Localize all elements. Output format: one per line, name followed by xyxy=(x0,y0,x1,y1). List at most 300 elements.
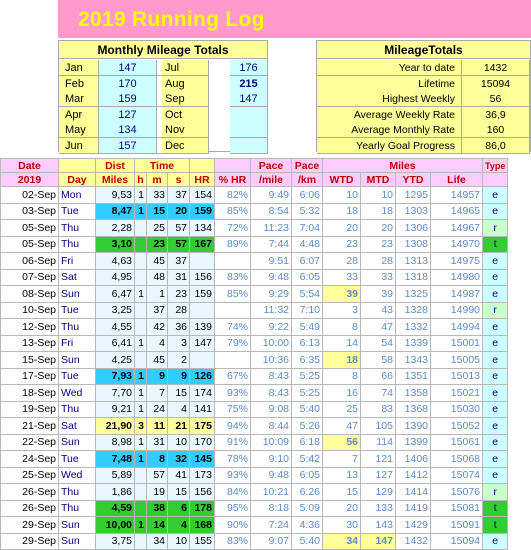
cell-pace-mile[interactable]: 8:54 xyxy=(251,203,292,220)
cell-hours[interactable] xyxy=(135,319,147,336)
header-type[interactable]: Type xyxy=(483,159,508,173)
cell-seconds[interactable]: 23 xyxy=(168,286,190,303)
cell-hours[interactable] xyxy=(135,253,147,270)
month-miles[interactable]: 159 xyxy=(99,91,157,107)
cell-pace-km[interactable]: 5:32 xyxy=(292,203,323,220)
cell-hr[interactable]: 174 xyxy=(190,385,215,402)
cell-pace-mile[interactable]: 9:48 xyxy=(251,269,292,286)
cell-minutes[interactable]: 25 xyxy=(147,220,168,237)
cell-date[interactable]: 29-Sep xyxy=(1,533,59,550)
cell-hr[interactable]: 173 xyxy=(190,467,215,484)
cell-pct-hr[interactable] xyxy=(215,253,251,270)
header-m[interactable]: m xyxy=(147,173,168,187)
cell-pace-km[interactable]: 5:25 xyxy=(292,385,323,402)
cell-date[interactable]: 29-Sep xyxy=(1,517,59,534)
cell-seconds[interactable]: 57 xyxy=(168,220,190,237)
cell-type[interactable]: e xyxy=(483,401,508,418)
cell-day[interactable]: Thu xyxy=(59,484,96,501)
cell-mtd[interactable]: 39 xyxy=(361,286,396,303)
month-name[interactable]: Apr xyxy=(59,107,99,123)
cell-date[interactable]: 12-Sep xyxy=(1,319,59,336)
cell-seconds[interactable]: 6 xyxy=(168,500,190,517)
cell-hours[interactable]: 1 xyxy=(135,401,147,418)
cell-pct-hr[interactable]: 91% xyxy=(215,434,251,451)
cell-type[interactable]: e xyxy=(483,434,508,451)
header-pace-mile[interactable]: Pace xyxy=(251,159,292,173)
cell-minutes[interactable]: 34 xyxy=(147,533,168,550)
header-permile[interactable]: /mile xyxy=(251,173,292,187)
cell-seconds[interactable]: 28 xyxy=(168,302,190,319)
cell-pace-mile[interactable]: 9:51 xyxy=(251,253,292,270)
cell-mtd[interactable]: 23 xyxy=(361,236,396,253)
cell-day[interactable]: Sun xyxy=(59,434,96,451)
cell-minutes[interactable]: 42 xyxy=(147,319,168,336)
cell-dist[interactable]: 7,70 xyxy=(96,385,135,402)
cell-minutes[interactable]: 37 xyxy=(147,302,168,319)
cell-life[interactable]: 14965 xyxy=(431,203,483,220)
cell-life[interactable]: 15001 xyxy=(431,335,483,352)
cell-hours[interactable] xyxy=(135,269,147,286)
cell-date[interactable]: 13-Sep xyxy=(1,335,59,352)
cell-pace-mile[interactable]: 9:08 xyxy=(251,401,292,418)
cell-minutes[interactable]: 23 xyxy=(147,236,168,253)
cell-minutes[interactable]: 38 xyxy=(147,500,168,517)
month-name[interactable]: Jul xyxy=(162,60,209,76)
cell-date[interactable]: 02-Sep xyxy=(1,187,59,204)
cell-life[interactable]: 15052 xyxy=(431,418,483,435)
cell-type[interactable]: e xyxy=(483,269,508,286)
cell-pace-km[interactable]: 6:07 xyxy=(292,253,323,270)
cell-hr[interactable]: 159 xyxy=(190,286,215,303)
cell-dist[interactable]: 3,10 xyxy=(96,236,135,253)
cell-date[interactable]: 19-Sep xyxy=(1,401,59,418)
cell-date[interactable]: 22-Sep xyxy=(1,434,59,451)
cell-life[interactable]: 15094 xyxy=(431,533,483,550)
cell-mtd[interactable]: 114 xyxy=(361,434,396,451)
cell-hours[interactable]: 1 xyxy=(135,368,147,385)
cell-life[interactable]: 14975 xyxy=(431,253,483,270)
cell-seconds[interactable]: 10 xyxy=(168,533,190,550)
cell-hr[interactable]: 134 xyxy=(190,220,215,237)
cell-minutes[interactable]: 14 xyxy=(147,517,168,534)
cell-day[interactable]: Wed xyxy=(59,467,96,484)
cell-type[interactable]: t xyxy=(483,500,508,517)
cell-minutes[interactable]: 45 xyxy=(147,352,168,369)
cell-seconds[interactable]: 36 xyxy=(168,319,190,336)
cell-seconds[interactable]: 4 xyxy=(168,517,190,534)
month-miles[interactable]: 134 xyxy=(99,122,157,138)
cell-minutes[interactable]: 48 xyxy=(147,269,168,286)
cell-pace-mile[interactable]: 11:23 xyxy=(251,220,292,237)
cell-pct-hr[interactable]: 93% xyxy=(215,385,251,402)
cell-wtd[interactable]: 34 xyxy=(323,533,361,550)
header-s[interactable]: s xyxy=(168,173,190,187)
cell-dist[interactable]: 10,00 xyxy=(96,517,135,534)
cell-hr[interactable]: 154 xyxy=(190,187,215,204)
cell-dist[interactable]: 6,41 xyxy=(96,335,135,352)
cell-ytd[interactable]: 1432 xyxy=(396,533,431,550)
cell-pct-hr[interactable]: 95% xyxy=(215,500,251,517)
cell-pace-km[interactable]: 5:54 xyxy=(292,286,323,303)
cell-pct-hr[interactable]: 67% xyxy=(215,368,251,385)
total-value[interactable]: 1432 xyxy=(462,60,530,76)
cell-hours[interactable]: 1 xyxy=(135,335,147,352)
cell-type[interactable]: e xyxy=(483,286,508,303)
cell-day[interactable]: Wed xyxy=(59,385,96,402)
cell-day[interactable]: Sun xyxy=(59,533,96,550)
cell-mtd[interactable]: 143 xyxy=(361,517,396,534)
cell-date[interactable]: 05-Sep xyxy=(1,236,59,253)
cell-pace-mile[interactable]: 7:44 xyxy=(251,236,292,253)
cell-life[interactable]: 14987 xyxy=(431,286,483,303)
cell-pace-km[interactable]: 6:35 xyxy=(292,352,323,369)
header-date[interactable]: Date xyxy=(1,159,59,173)
cell-pct-hr[interactable]: 78% xyxy=(215,451,251,468)
cell-mtd[interactable]: 105 xyxy=(361,418,396,435)
cell-pct-hr[interactable]: 90% xyxy=(215,517,251,534)
cell-wtd[interactable]: 23 xyxy=(323,236,361,253)
cell-ytd[interactable]: 1429 xyxy=(396,517,431,534)
cell-wtd[interactable]: 25 xyxy=(323,401,361,418)
cell-hours[interactable] xyxy=(135,302,147,319)
month-name[interactable]: Feb xyxy=(59,76,99,92)
cell-dist[interactable]: 2,28 xyxy=(96,220,135,237)
cell-pct-hr[interactable] xyxy=(215,352,251,369)
cell-mtd[interactable]: 74 xyxy=(361,385,396,402)
cell-mtd[interactable]: 121 xyxy=(361,451,396,468)
cell-pct-hr[interactable]: 84% xyxy=(215,484,251,501)
cell-seconds[interactable]: 31 xyxy=(168,269,190,286)
cell-pace-mile[interactable]: 11:32 xyxy=(251,302,292,319)
cell-pace-km[interactable]: 5:26 xyxy=(292,418,323,435)
cell-type[interactable]: e xyxy=(483,467,508,484)
cell-hr[interactable] xyxy=(190,302,215,319)
cell-ytd[interactable]: 1308 xyxy=(396,236,431,253)
cell-wtd[interactable]: 20 xyxy=(323,220,361,237)
month-miles[interactable]: 176 xyxy=(230,60,268,76)
cell-ytd[interactable]: 1306 xyxy=(396,220,431,237)
header-day[interactable]: Day xyxy=(59,173,96,187)
cell-dist[interactable]: 9,21 xyxy=(96,401,135,418)
cell-type[interactable]: r xyxy=(483,220,508,237)
cell-hr[interactable]: 178 xyxy=(190,500,215,517)
month-miles[interactable] xyxy=(230,122,268,138)
cell-minutes[interactable]: 1 xyxy=(147,286,168,303)
cell-type[interactable]: e xyxy=(483,319,508,336)
cell-life[interactable]: 15074 xyxy=(431,467,483,484)
cell-ytd[interactable]: 1368 xyxy=(396,401,431,418)
cell-date[interactable]: 26-Sep xyxy=(1,500,59,517)
cell-seconds[interactable]: 15 xyxy=(168,484,190,501)
month-miles[interactable]: 127 xyxy=(99,107,157,123)
cell-pct-hr[interactable]: 85% xyxy=(215,286,251,303)
cell-date[interactable]: 05-Sep xyxy=(1,220,59,237)
cell-date[interactable]: 10-Sep xyxy=(1,302,59,319)
cell-seconds[interactable]: 57 xyxy=(168,236,190,253)
month-name[interactable]: Sep xyxy=(162,91,209,107)
cell-ytd[interactable]: 1325 xyxy=(396,286,431,303)
cell-mtd[interactable]: 147 xyxy=(361,533,396,550)
cell-pace-mile[interactable]: 9:48 xyxy=(251,467,292,484)
cell-hr[interactable] xyxy=(190,253,215,270)
cell-life[interactable]: 15068 xyxy=(431,451,483,468)
cell-hours[interactable]: 1 xyxy=(135,517,147,534)
month-name[interactable]: Mar xyxy=(59,91,99,107)
cell-day[interactable]: Tue xyxy=(59,302,96,319)
cell-minutes[interactable]: 15 xyxy=(147,203,168,220)
cell-type[interactable]: r xyxy=(483,302,508,319)
cell-life[interactable]: 14967 xyxy=(431,220,483,237)
cell-life[interactable]: 15076 xyxy=(431,484,483,501)
cell-dist[interactable]: 9,53 xyxy=(96,187,135,204)
cell-date[interactable]: 26-Sep xyxy=(1,484,59,501)
cell-day[interactable]: Thu xyxy=(59,500,96,517)
cell-pace-km[interactable]: 5:09 xyxy=(292,500,323,517)
month-miles[interactable] xyxy=(230,107,268,123)
cell-pace-km[interactable]: 7:04 xyxy=(292,220,323,237)
cell-pace-mile[interactable]: 10:09 xyxy=(251,434,292,451)
header-hr-blank[interactable] xyxy=(190,159,215,173)
cell-date[interactable]: 18-Sep xyxy=(1,385,59,402)
cell-hr[interactable]: 175 xyxy=(190,418,215,435)
total-value[interactable]: 15094 xyxy=(462,76,530,92)
cell-hr[interactable]: 156 xyxy=(190,269,215,286)
cell-mtd[interactable]: 47 xyxy=(361,319,396,336)
cell-minutes[interactable]: 57 xyxy=(147,467,168,484)
header-h[interactable]: h xyxy=(135,173,147,187)
cell-hours[interactable] xyxy=(135,220,147,237)
cell-pace-km[interactable]: 6:05 xyxy=(292,467,323,484)
cell-type[interactable]: e xyxy=(483,253,508,270)
cell-mtd[interactable]: 129 xyxy=(361,484,396,501)
total-value[interactable]: 160 xyxy=(462,122,530,138)
cell-mtd[interactable]: 18 xyxy=(361,203,396,220)
cell-day[interactable]: Sun xyxy=(59,517,96,534)
cell-mtd[interactable]: 58 xyxy=(361,352,396,369)
header-miles[interactable]: Miles xyxy=(96,173,135,187)
cell-pace-km[interactable]: 7:10 xyxy=(292,302,323,319)
cell-hours[interactable]: 1 xyxy=(135,434,147,451)
cell-date[interactable]: 15-Sep xyxy=(1,352,59,369)
header-dist[interactable]: Dist xyxy=(96,159,135,173)
cell-mtd[interactable]: 43 xyxy=(361,302,396,319)
cell-pace-mile[interactable]: 7:24 xyxy=(251,517,292,534)
cell-minutes[interactable]: 45 xyxy=(147,253,168,270)
header-perkm[interactable]: /km xyxy=(292,173,323,187)
cell-pace-km[interactable]: 5:49 xyxy=(292,319,323,336)
cell-pace-mile[interactable]: 8:44 xyxy=(251,418,292,435)
cell-life[interactable]: 15081 xyxy=(431,500,483,517)
header-pace-km[interactable]: Pace xyxy=(292,159,323,173)
header-miles-group[interactable]: Miles xyxy=(323,159,483,173)
header-ytd[interactable]: YTD xyxy=(396,173,431,187)
cell-type[interactable]: e xyxy=(483,335,508,352)
cell-seconds[interactable]: 4 xyxy=(168,401,190,418)
cell-type[interactable]: r xyxy=(483,484,508,501)
cell-dist[interactable]: 4,59 xyxy=(96,500,135,517)
cell-ytd[interactable]: 1328 xyxy=(396,302,431,319)
cell-pace-km[interactable]: 6:26 xyxy=(292,484,323,501)
cell-pct-hr[interactable]: 89% xyxy=(215,236,251,253)
cell-seconds[interactable]: 10 xyxy=(168,434,190,451)
cell-pct-hr[interactable]: 83% xyxy=(215,533,251,550)
cell-mtd[interactable]: 54 xyxy=(361,335,396,352)
cell-day[interactable]: Thu xyxy=(59,401,96,418)
month-name[interactable]: Jun xyxy=(59,138,99,154)
cell-hr[interactable]: 156 xyxy=(190,484,215,501)
cell-seconds[interactable]: 32 xyxy=(168,451,190,468)
cell-pct-hr[interactable]: 94% xyxy=(215,418,251,435)
cell-mtd[interactable]: 133 xyxy=(361,500,396,517)
cell-pace-mile[interactable]: 8:43 xyxy=(251,385,292,402)
cell-ytd[interactable]: 1295 xyxy=(396,187,431,204)
cell-life[interactable]: 15013 xyxy=(431,368,483,385)
cell-day[interactable]: Sat xyxy=(59,269,96,286)
cell-minutes[interactable]: 33 xyxy=(147,187,168,204)
cell-hr[interactable]: 170 xyxy=(190,434,215,451)
cell-mtd[interactable]: 33 xyxy=(361,269,396,286)
cell-life[interactable]: 15030 xyxy=(431,401,483,418)
cell-hr[interactable]: 145 xyxy=(190,451,215,468)
cell-pct-hr[interactable]: 83% xyxy=(215,269,251,286)
cell-minutes[interactable]: 8 xyxy=(147,451,168,468)
total-value[interactable]: 86,0 xyxy=(462,138,530,154)
cell-hr[interactable]: 168 xyxy=(190,517,215,534)
cell-wtd[interactable]: 10 xyxy=(323,187,361,204)
cell-day[interactable]: Fri xyxy=(59,253,96,270)
cell-pct-hr[interactable]: 82% xyxy=(215,187,251,204)
cell-wtd[interactable]: 14 xyxy=(323,335,361,352)
cell-wtd[interactable]: 30 xyxy=(323,517,361,534)
cell-pace-mile[interactable]: 8:43 xyxy=(251,368,292,385)
cell-life[interactable]: 15021 xyxy=(431,385,483,402)
cell-hours[interactable] xyxy=(135,236,147,253)
cell-ytd[interactable]: 1399 xyxy=(396,434,431,451)
cell-pace-mile[interactable]: 9:07 xyxy=(251,533,292,550)
cell-hours[interactable]: 1 xyxy=(135,286,147,303)
cell-wtd[interactable]: 47 xyxy=(323,418,361,435)
cell-pace-km[interactable]: 5:42 xyxy=(292,451,323,468)
header-time[interactable]: Time xyxy=(135,159,190,173)
cell-ytd[interactable]: 1318 xyxy=(396,269,431,286)
cell-day[interactable]: Thu xyxy=(59,236,96,253)
cell-pace-mile[interactable]: 10:21 xyxy=(251,484,292,501)
cell-ytd[interactable]: 1414 xyxy=(396,484,431,501)
cell-pct-hr[interactable]: 79% xyxy=(215,335,251,352)
cell-hr[interactable]: 167 xyxy=(190,236,215,253)
cell-wtd[interactable]: 3 xyxy=(323,302,361,319)
cell-day[interactable]: Sun xyxy=(59,352,96,369)
cell-dist[interactable]: 7,93 xyxy=(96,368,135,385)
cell-pct-hr[interactable]: 75% xyxy=(215,401,251,418)
cell-minutes[interactable]: 9 xyxy=(147,368,168,385)
cell-ytd[interactable]: 1406 xyxy=(396,451,431,468)
cell-minutes[interactable]: 7 xyxy=(147,385,168,402)
cell-wtd[interactable]: 18 xyxy=(323,352,361,369)
cell-type[interactable]: e xyxy=(483,368,508,385)
header-type-2[interactable] xyxy=(483,173,508,187)
cell-pace-km[interactable]: 6:18 xyxy=(292,434,323,451)
cell-type[interactable]: e xyxy=(483,352,508,369)
month-name[interactable]: May xyxy=(59,122,99,138)
cell-ytd[interactable]: 1339 xyxy=(396,335,431,352)
cell-date[interactable]: 24-Sep xyxy=(1,451,59,468)
cell-type[interactable]: e xyxy=(483,203,508,220)
cell-mtd[interactable]: 28 xyxy=(361,253,396,270)
cell-seconds[interactable]: 37 xyxy=(168,187,190,204)
cell-date[interactable]: 07-Sep xyxy=(1,269,59,286)
cell-dist[interactable]: 8,98 xyxy=(96,434,135,451)
cell-dist[interactable]: 4,25 xyxy=(96,352,135,369)
cell-hr[interactable]: 141 xyxy=(190,401,215,418)
cell-day[interactable]: Tue xyxy=(59,368,96,385)
cell-mtd[interactable]: 127 xyxy=(361,467,396,484)
cell-day[interactable]: Tue xyxy=(59,451,96,468)
month-miles[interactable]: 157 xyxy=(99,138,157,154)
cell-pace-mile[interactable]: 9:49 xyxy=(251,187,292,204)
cell-hr[interactable]: 159 xyxy=(190,203,215,220)
cell-pace-mile[interactable]: 9:22 xyxy=(251,319,292,336)
cell-type[interactable]: e xyxy=(483,451,508,468)
month-name[interactable]: Aug xyxy=(162,76,209,92)
month-name[interactable]: Nov xyxy=(162,122,209,138)
cell-seconds[interactable]: 3 xyxy=(168,335,190,352)
cell-minutes[interactable]: 11 xyxy=(147,418,168,435)
cell-life[interactable]: 15005 xyxy=(431,352,483,369)
cell-pace-km[interactable]: 4:48 xyxy=(292,236,323,253)
cell-dist[interactable]: 4,63 xyxy=(96,253,135,270)
month-name[interactable]: Jan xyxy=(59,60,99,76)
cell-day[interactable]: Thu xyxy=(59,220,96,237)
cell-life[interactable]: 15091 xyxy=(431,517,483,534)
cell-dist[interactable]: 1,86 xyxy=(96,484,135,501)
cell-wtd[interactable]: 39 xyxy=(323,286,361,303)
header-hr[interactable]: HR xyxy=(190,173,215,187)
cell-ytd[interactable]: 1358 xyxy=(396,385,431,402)
cell-hr[interactable] xyxy=(190,352,215,369)
month-miles[interactable]: 215 xyxy=(230,76,268,92)
cell-ytd[interactable]: 1313 xyxy=(396,253,431,270)
cell-seconds[interactable]: 41 xyxy=(168,467,190,484)
cell-pace-km[interactable]: 5:25 xyxy=(292,368,323,385)
cell-day[interactable]: Mon xyxy=(59,187,96,204)
cell-dist[interactable]: 21,90 xyxy=(96,418,135,435)
cell-type[interactable]: e xyxy=(483,533,508,550)
cell-life[interactable]: 14990 xyxy=(431,302,483,319)
cell-seconds[interactable]: 2 xyxy=(168,352,190,369)
cell-wtd[interactable]: 7 xyxy=(323,451,361,468)
cell-pct-hr[interactable]: 72% xyxy=(215,220,251,237)
cell-hr[interactable]: 126 xyxy=(190,368,215,385)
header-wtd[interactable]: WTD xyxy=(323,173,361,187)
cell-pct-hr[interactable]: 93% xyxy=(215,467,251,484)
cell-hours[interactable] xyxy=(135,533,147,550)
cell-ytd[interactable]: 1343 xyxy=(396,352,431,369)
cell-dist[interactable]: 3,75 xyxy=(96,533,135,550)
month-miles[interactable] xyxy=(230,138,268,154)
cell-pace-mile[interactable]: 9:29 xyxy=(251,286,292,303)
cell-hours[interactable]: 1 xyxy=(135,187,147,204)
cell-wtd[interactable]: 56 xyxy=(323,434,361,451)
cell-hr[interactable]: 139 xyxy=(190,319,215,336)
cell-seconds[interactable]: 15 xyxy=(168,385,190,402)
cell-ytd[interactable]: 1419 xyxy=(396,500,431,517)
cell-hr[interactable]: 147 xyxy=(190,335,215,352)
cell-day[interactable]: Thu xyxy=(59,319,96,336)
cell-seconds[interactable]: 21 xyxy=(168,418,190,435)
cell-wtd[interactable]: 16 xyxy=(323,385,361,402)
header-mtd[interactable]: MTD xyxy=(361,173,396,187)
